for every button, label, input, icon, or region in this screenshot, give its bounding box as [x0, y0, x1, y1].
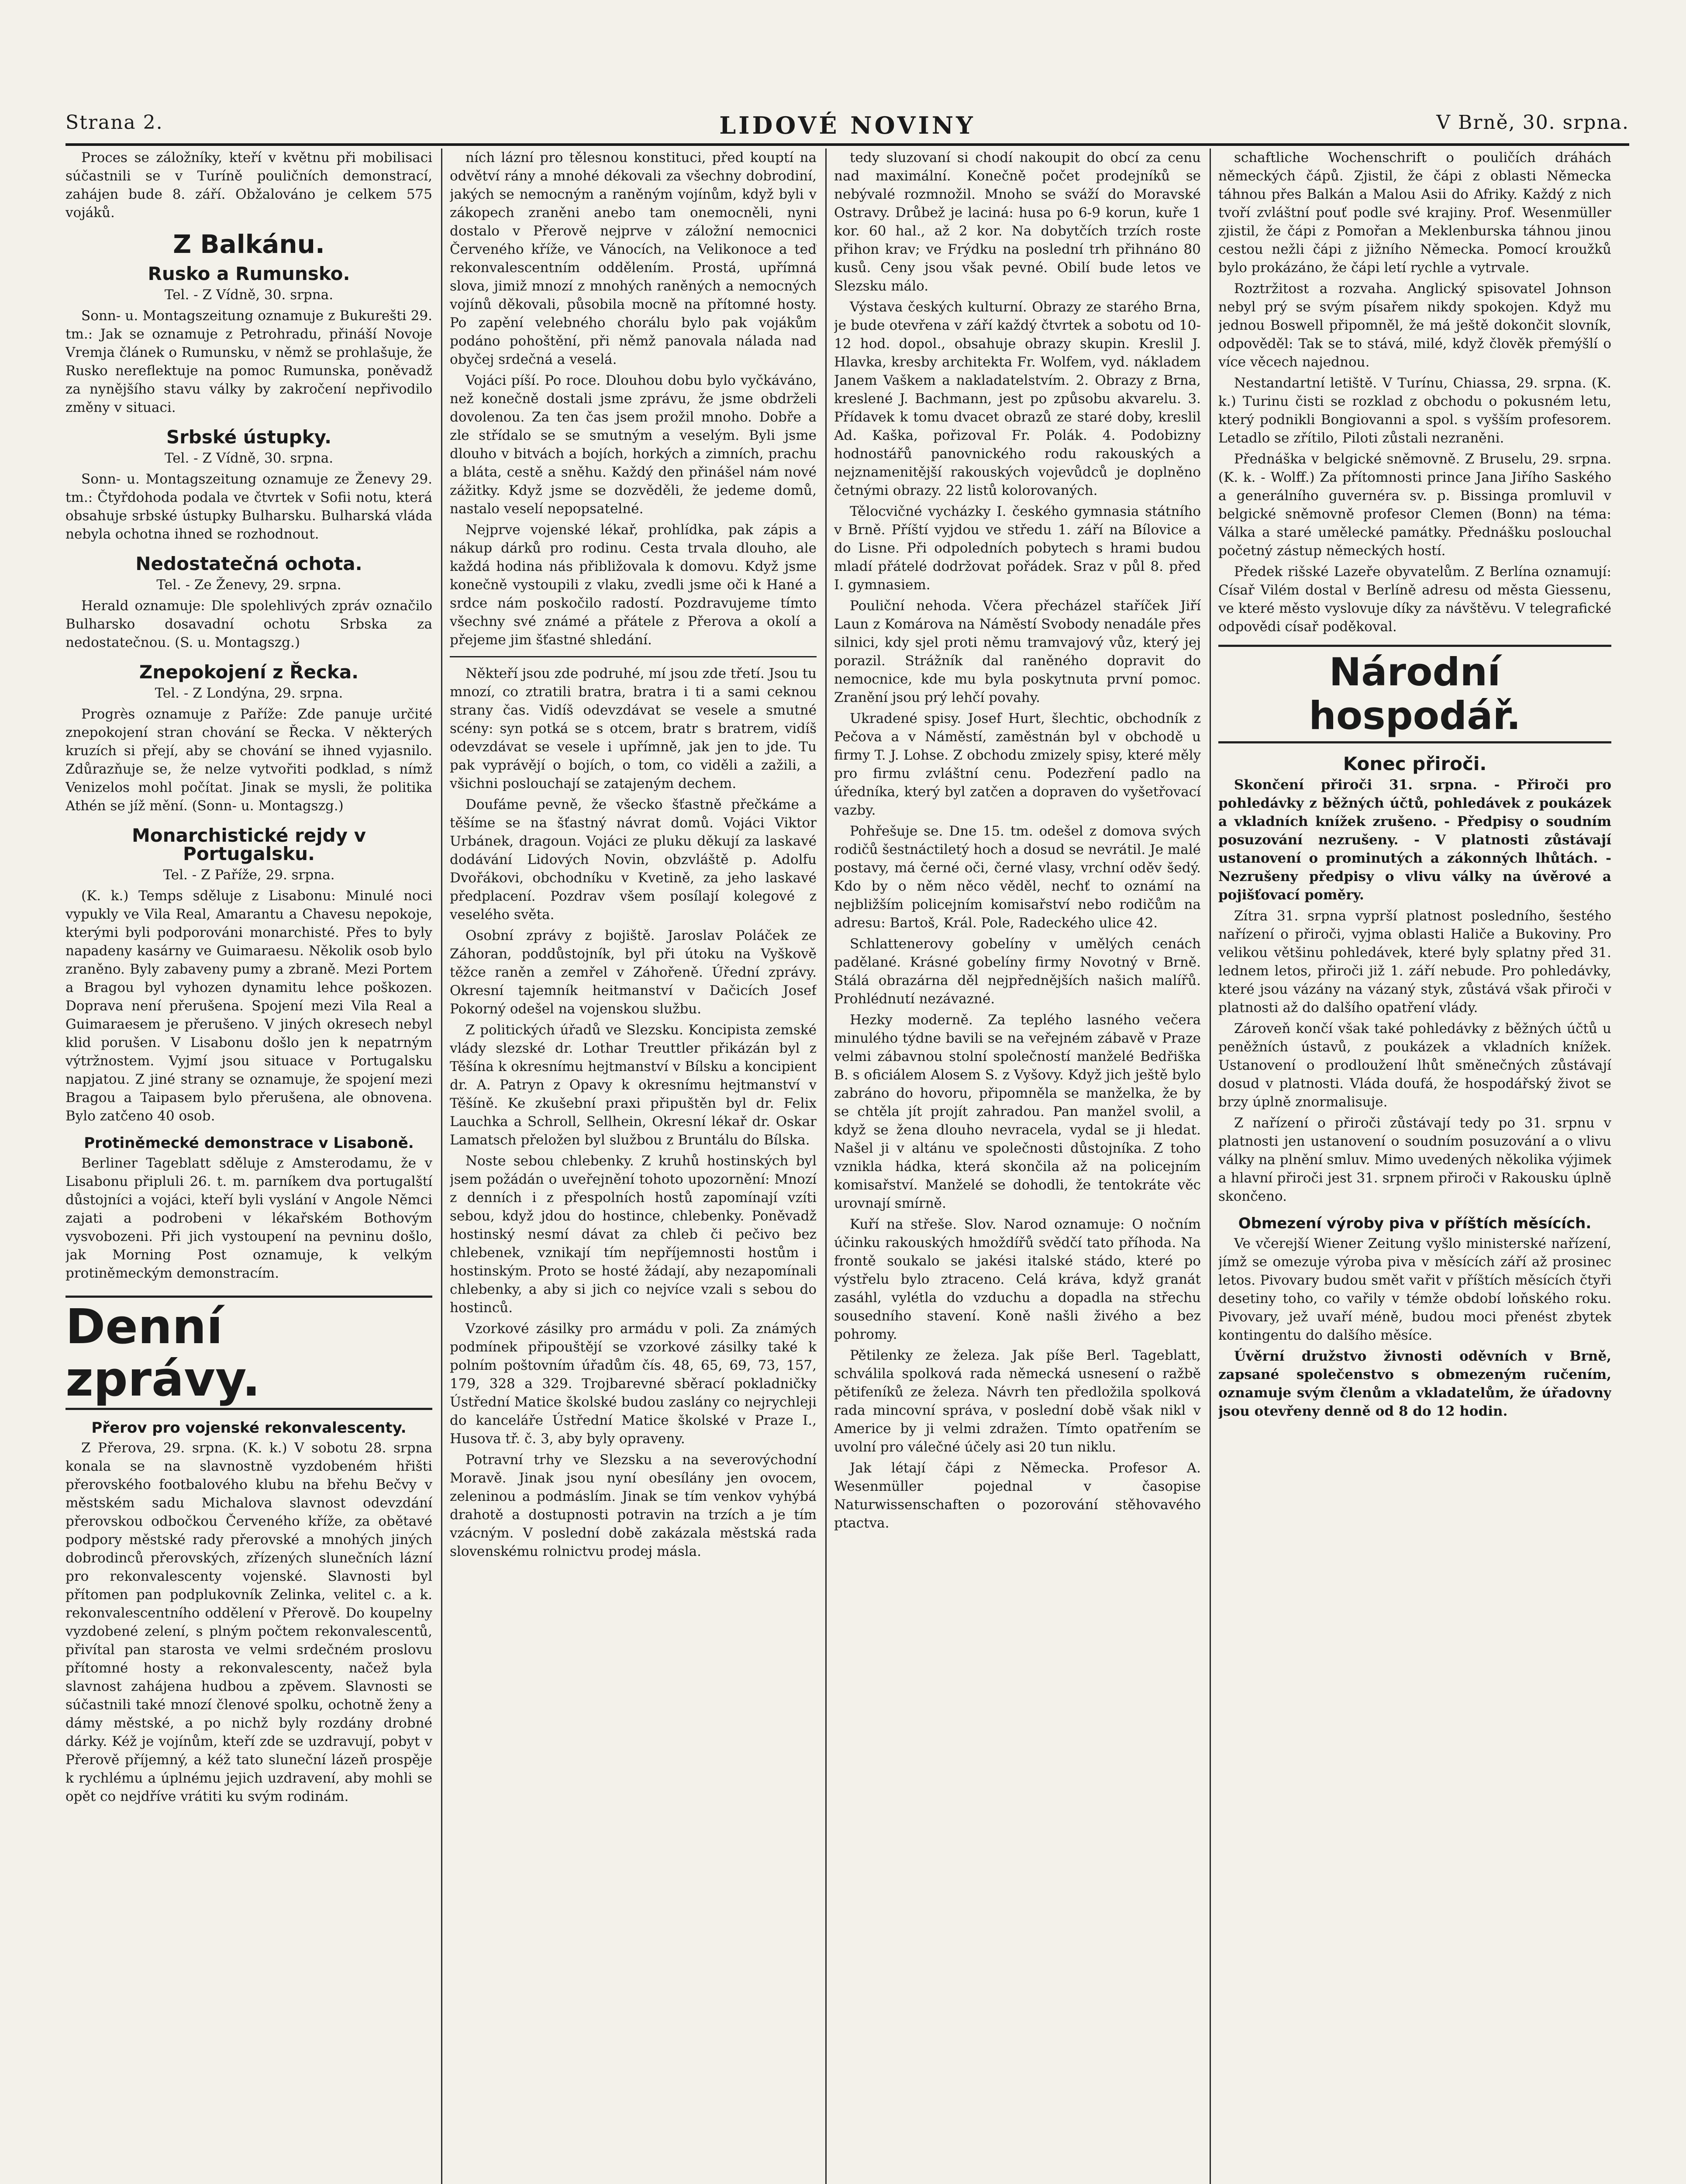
article-text: tedy sluzovaní si chodí nakoupit do obcí za cenu nad maximální. Konečně počet prodejníků se nebývalé rozmnožil. Mnoho se sváží do Moravské Ostravy. Drůbež je laciná: husa po 6-9 korun, kuře 1 kor. 60 hal., až 2 kor. Na dobytčích trzích roste přihon krav; ve Frýdku na poslední trh přihnáno 80 kusů. Ceny jsou však pevné. Obilí bude letos ve Slezsku málo.	[834, 150, 1201, 294]
article-heading: Rusko a Rumunsko.	[148, 263, 350, 284]
article-text: Noste sebou chlebenky. Z kruhů hostinských byl jsem požádán o uveřejnění tohoto upozornění: Mnozí z denních i z přespolních hostů zapomínají vzíti sebou, když jdou do hostince, chlebenky. Poněvadž hostinský nesmí dávat za chleb či pečivo bez chlebenek, vznikají tím nepříjemnosti hostům i hostinským. Proto se hosté žádají, aby nezapomínali chlebenky, a aby si jich co nejvíce vzali s sebou do hostinců.	[450, 1153, 817, 1316]
article-text: Schlattenerovy gobelíny v umělých cenách padělané. Krásné gobelíny firmy Novotný v Brně. Stálá obrazárna děl nejpřednějších našich malířů. Prohlédnutí nezávazné.	[834, 936, 1201, 1007]
column-4	[1218, 149, 1611, 2184]
column-divider	[825, 149, 827, 2184]
article-text: Pohřešuje se. Dne 15. tm. odešel z domova svých rodičů šestnáctiletý hoch a dosud se nevrátil. Je malé postavy, má černé oči, černé vlasy, vrchní oděv šedý. Kdo by o něm něco věděl, nechť to oznámí na nejbližším policejním komisařství nebo rodičům na adresu: Bartoš, Král. Pole, Radeckého ulice 42.	[834, 823, 1201, 931]
column-divider	[1210, 149, 1211, 2184]
article-heading: Nedostatečná ochota.	[135, 553, 362, 574]
article-text: Pouliční nehoda. Včera přecházel staříček Jiří Laun z Komárova na Náměstí Svobody nenadále přes silnici, kdy sjel proti němu tramvajový vůz, který jej porazil. Strážník dal raněného dopravit do nemocnice, kde mu byla poskytnuta první pomoc. Zranění jsou prý lehčí povahy.	[834, 598, 1201, 705]
article-text: Osobní zprávy z bojiště. Jaroslav Poláček ze Záhoran, poddůstojník, byl při útoku na Vyškově těžce raněn a zemřel v Záhořeně. Úřední zprávy. Okresní tajemník heitmanství v Dačicích Josef Pokorný odešel na vojenskou službu.	[450, 928, 817, 1017]
article-text: Jak létají čápi z Německa. Profesor A. Wesenmüller pojednal v časopise Naturwissenschaften o pozorování stěhovavého ptactva.	[834, 1460, 1201, 1531]
article-text: Výstava českých kulturní. Obrazy ze starého Brna, je bude otevřena v září každý čtvrtek a sobotu od 10-12 hod. dopol., obsahuje obrazy skupin. Kreslil J. Hlavka, kresby architekta Fr. Wolfem, vyd. nákladem Janem Vaškem a nakladatelstvím. 2. Obrazy z Brna, kreslené J. Bachmann, jest po způsobu akvarelu. 3. Přídavek k tomu dvacet obrazů ze staré doby, kreslil Ad. Kaška, pořizoval Fr. Polák. 4. Podobizny hodnostářů panovnického rodu rakouských a nejznamenitější rakouských vojevůdců je doplněno četnými obrazy. 22 listů kolorovaných.	[834, 299, 1201, 498]
article-text: Ve včerejší Wiener Zeitung vyšlo ministerské nařízení, jímž se omezuje výroba piva v měsících září až prosinec letos. Pivovary budou smět vařit v příštích měsících čtyři desetiny toho, co vařily v témže období loňského roku. Pivovary, jež uvaří méně, budou moci přenést zbytek kontingentu do dalšího měsíce.	[1218, 1236, 1611, 1343]
article-text: Nestandartní letiště. V Turínu, Chiassa, 29. srpna. (K. k.) Turinu čisti se rozklad z obchodu o pokusném letu, který podnikli Bongiovanni a spol. s vyšším profesorem. Letadlo se zřítilo, Piloti zůstali nezraněni.	[1218, 375, 1611, 446]
article-heading: Obmezení výroby piva v příštích měsících.	[1238, 1215, 1592, 1232]
column-2	[450, 149, 817, 2184]
article-text: Vzorkové zásilky pro armádu v poli. Za známých podmínek připouštějí se vzorkové zásilky také k polním poštovním úřadům čís. 48, 65, 69, 73, 157, 179, 328 a 329. Trojbarevné sběrací pokladničky Ústřední Matice školské budou zaslány co nejrychleji do kanceláře Ústřední Matice školské v Praze I., Husova tř. č. 3, aby byly opraveny.	[450, 1321, 817, 1447]
article-text: Sonn- u. Montagszeitung oznamuje ze Ženevy 29. tm.: Čtyřdohoda podala ve čtvrtek v Sofii notu, která obsahuje srbské ústupky Bulharsku. Bulharská vláda nebyla ochotna ihned se rozhodnout.	[66, 471, 432, 542]
dateline: V Brně, 30. srpna.	[1436, 111, 1629, 134]
article-heading: Srbské ústupky.	[166, 426, 332, 448]
article-text: Berliner Tageblatt sděluje z Amsterodamu, že v Lisabonu připluli 26. t. m. parníkem dva portugalští důstojníci a vojáci, kteří byli vyslání v Angole Němci zajati a podrobeni v lékařském Bothovým vysvobozeni. Při jich vystoupení na pevninu došlo, jak Morning Post oznamuje, k velkým protiněmeckým demonstracím.	[66, 1155, 432, 1281]
article-text: ních lázní pro tělesnou konstituci, před kouptí na odvětví rány a mnohé dékovali za všechny dobrodiní, jakých se nemocným a raněným vojínům, když byli v zákopech zraněni anebo tam onemocněli, nyni dostalo v Přerově nejprve v záložní nemocnici Červeného kříže, ve Vánocích, na Velikonoce a teď rekonvalescentním oddělením. Prostá, upřímná slova, jimiž mnozí z mnohých raněných a nemocných vojínů děkovali, působila mocně na přítomné hosty. Po zapění velebného chorálu bylo pak vojákům podáno pohoštění, při němž panovala nálada nad obyčej srdečná a veselá.	[450, 150, 817, 367]
article-text: Úvěrní družstvo živnosti oděvních v Brně, zapsané společenstvo s obmezeným ručením, oznamuje svým členům a vkladatelům, že úřadovny jsou otevřeny denně od 8 do 12 hodin.	[1218, 1348, 1611, 1419]
article-text: Vojáci píší. Po roce. Dlouhou dobu bylo vyčkáváno, než konečně dostali jsme zprávu, že jsme obdrželi dovolenou. Za ten čas jsem prožil mnoho. Dobře a zle střídalo se se smutným a veselým. Byli jsme dlouho v bitvách a bojích, horkých a zimních, prachu a bláta, cestě a sněhu. Každý den přinášel nám nové zážitky. Když jsme se dozvěděli, že jedeme domů, nastalo veselí nepopsatelné.	[450, 373, 817, 517]
article-byline: Tel. - Ze Ženevy, 29. srpna.	[156, 577, 341, 593]
article-text: Doufáme pevně, že všecko šťastně přečkáme a těšíme se na šťastný návrat domů. Vojáci Viktor Urbánek, dragoun. Vojáci ze pluku děkují za laskavé dodávání Lidových Novin, obzvláště p. Adolfu Dvořákovi, obchodníku v Kvetině, za jeho laskavé předplacení. Pozdrav všem posílají kolegové z veselého světa.	[450, 797, 817, 923]
article-text: Tělocvičné vycházky I. českého gymnasia státního v Brně. Příští vyjdou ve středu 1. září na Bílovice a do Lisne. Při odpoledních pobytech s hrami budou mladí přátelé dodržovat pořádek. Sraz v půl 8. před I. gymnasiem.	[834, 504, 1201, 593]
newspaper-title: LIDOVÉ NOVINY	[719, 111, 976, 139]
masthead	[66, 111, 1629, 142]
article-text: Progrès oznamuje z Paříže: Zde panuje určité znepokojení stran chování se Řecka. V některých kruzích si přejí, aby se chování se ihned vyjasnilo. Zdůrazňuje se, že nelze vytvořiti podklad, s nímž Venizelos mohl počítat. Jinak se mysli, že politika Athén se jíž mění. (Sonn- u. Montagszg.)	[66, 706, 432, 814]
divider	[450, 656, 817, 657]
article-text: Z nařízení o přiroči zůstávají tedy po 31. srpnu v platnosti jen ustanovení o soudním posuzování a o vlivu války na plnění smluv. Mimo uvedených několika výjimek a hlavní přiroči jest 31. srpnem přiroči v Rakousku úplně skončeno.	[1218, 1115, 1611, 1204]
article-text: Sonn- u. Montagszeitung oznamuje z Bukurešti 29. tm.: Jak se oznamuje z Petrohradu, přináší Novoje Vremja článek o Rumunsku, v němž se prohlašuje, že Rusko nereflektuje na pomoc Rumunska, poněvadž za nynějšího stavu války by zakročení nepřivodilo změny v situaci.	[66, 308, 432, 415]
article-text: Nejprve vojenské lékař, prohlídka, pak zápis a nákup dárků pro rodinu. Cesta trvala dlouho, ale každá hodina nás přibližovala k domovu. Když jsme konečně vystoupili z vlaku, zvedli jsme oči k Hané a srdce nám poskočilo radostí. Pozdravujeme tímto všechny své známé a přátele z Přerova a okolí a přejeme jim šťastné shledání.	[450, 522, 817, 648]
article-text: Zítra 31. srpna vyprší platnost posledního, šestého nařízení o přiroči, vyjma oblasti Haliče a Bukoviny. Pro velikou většinu pohledávek, které byly splatny před 31. lednem letos, přiroči již 1. září nebude. Pro pohledávky, které jsou vázány na vázaný styk, zůstává však přiroči v platnosti až do dalšího opatření vlády.	[1218, 908, 1611, 1016]
article-text: Někteří jsou zde podruhé, mí jsou zde třetí. Jsou tu mnozí, co ztratili bratra, bratra i ti a sami ceknou strany čas. Vidíš odevzdávat se vesele a smutné scény: syn potká se s otcem, bratr s bratrem, vidíš odevzdávat se vesele i upřímně, jak jen to jde. Tu pak vyprávějí o bojích, o tom, co viděli a zažili, a všichni poslouchají se zatajeným dechem.	[450, 666, 817, 791]
article-byline: Tel. - Z Londýna, 29. srpna.	[155, 685, 343, 701]
article-text: Pětilenky ze železa. Jak píše Berl. Tageblatt, schválila spolková rada německá usnesení o ražbě pětifeníků ze železa. Návrh ten předložila spolková rada mincovní správa, v poslední době však nikl v Americe by ji velmi zdražen. Tímto opatřením se uvolní pro válečné účely asi 20 tun niklu.	[834, 1348, 1201, 1455]
article-byline: Tel. - Z Paříže, 29. srpna.	[163, 867, 335, 883]
article-text: Proces se záložníky, kteří v květnu při mobilisaci súčastnili se v Turíně pouličních demonstrací, zahájen bude 8. září. Obžalováno je celkem 575 vojáků.	[66, 150, 432, 221]
narodni-hospodar-box	[1218, 645, 1611, 743]
article-byline: Tel. - Z Vídně, 30. srpna.	[164, 287, 334, 303]
article-byline: Tel. - Z Vídně, 30. srpna.	[164, 450, 334, 466]
section-heading: Z Balkánu.	[173, 229, 325, 259]
article-text: Ukradené spisy. Josef Hurt, šlechtic, obchodník z Pečova a v Náměstí, zaměstnán byl v obchodě u firmy T. J. Lohse. Z obchodu zmizely spisy, které měly pro firmu zvláštní cenu. Podezření padlo na úředníka, který byl zatčen a dopraven do vyšetřovací vazby.	[834, 711, 1201, 818]
article-text: Zároveň končí však také pohledávky z běžných účtů u peněžních ústavů, z poukázek a vkladních knížek. Ustanovení o prodloužení lhůt směnečných zůstávají dosud v platnosti. Vláda doufá, že hospodářský život se brzy úplně znormalisuje.	[1218, 1021, 1611, 1110]
article-text: Hezky moderně. Za teplého lasného večera minulého týdne bavili se na veřejném zábavě v Praze velmi zábavnou stolní společností manželé Bedřiška B. s oficiálem Alosem S. z Vyšovy. Když jich ještě bylo zabráno do hovoru, připomněla se manželka, že by se chtěla jít projít zahradou. Pan manžel svolil, a když se žena dlouho nevracela, vydal se ji hledat. Našel ji v altánu ve společnosti důstojníka. Z toho vznikla hádka, která skončila až na policejním komisařství. Manželé se dohodli, že tentokráte věc urovnají smírně.	[834, 1012, 1201, 1211]
article-heading: Monarchistické rejdy v Portugalsku.	[131, 825, 366, 864]
article-heading: Znepokojení z Řecka.	[139, 661, 359, 683]
article-text: Přednáška v belgické sněmovně. Z Bruselu, 29. srpna. (K. k. - Wolff.) Za přítomnosti prince Jana Jiřího Saského a generálního guvernéra sv. p. Bissinga promluvil v belgické sněmovně profesor Clemen (Bonn) na téma: Válka a staré umělecké památky. Přednášku poslouchal početný zástup německých hostí.	[1218, 451, 1611, 559]
column-divider	[441, 149, 442, 2184]
article-text: Z politických úřadů ve Slezsku. Koncipista zemské vlády slezské dr. Lothar Treuttler přikázán byl z Těšína k okresnímu hejtmanství v Bílsku a koncipient dr. A. Patryn z Opavy k okresnímu hejtmanství v Těšíně. Ke zkušební praxi připuštěn byl dr. Felix Lauchka a Schroll, Sellhein, Okresní lékař dr. Oskar Lamatsch přeložen byl službou z Bruntálu do Bílska.	[450, 1022, 817, 1148]
page-number: Strana 2.	[66, 111, 163, 134]
article-text: Z Přerova, 29. srpna. (K. k.) V sobotu 28. srpna konala se na slavnostně vyzdobeném hřišti přerovského footbalového klubu na břehu Bečvy v městském sadu Michalova slavnost odevzdání přerovskou odbočkou Červeného kříže, za obětavé podpory městské rady přerovské a mnohých jiných dobrodinců přerovských, zřízených slunečních lázní pro rekonvalescenty vojenské. Slavnosti byl přítomen pan podplukovník Zelinka, velitel c. a k. rekonvalescentního oddělení v Přerově. Do koupelny vyzdobené zelení, s plným počtem rekonvalescentů, přivítal pan starosta ve velmi srdečném proslovu přítomné hosty a rekonvalescenty, načež byla slavnost zahájena hudbou a zpěvem. Slavnosti se súčastnili také mnozí členové spolku, ochotně ženy a dámy městské, a po nichž byly rozdány drobné dárky. Kéž je vojínům, kteří zde se uzdravují, pobyt v Přerově příjemný, a kéž tato sluneční lázeň prospěje k rychlému a úplnému jejich uzdravení, aby mohli se opět co nejdříve vrátiti ku svým rodinám.	[66, 1440, 432, 1804]
section-heading-narodni-hospodar: Národní hospodář.	[1309, 650, 1521, 738]
article-heading: Konec přiroči.	[1343, 753, 1487, 774]
article-text: schaftliche Wochenschrift o pouličích dráhách německých čápů. Zjistil, že čápi z oblasti Německa táhnou přes Balkán a Malou Asii do Afriky. Každý z nich tvoří zvláštní pouť podle své krajiny. Prof. Wesenmüller zjistil, že čápi z Pomořan a Meklenburska táhnou jinou cestou nežli čápi z jižního Německa. Pomocí kroužků bylo prokázáno, že čápi letí rychle a vytrvale.	[1218, 150, 1611, 276]
column-1	[66, 149, 432, 2184]
article-text: Roztržitost a rozvaha. Anglický spisovatel Johnson nebyl prý se svým písařem nikdy spokojen. Když mu jednou Boswell připomněl, že má ještě dokončit slovník, odpověděl: Tak se to stává, milé, když člověk přemýšlí o více věcech najednou.	[1218, 281, 1611, 370]
article-heading: Přerov pro vojenské rekonvalescenty.	[91, 1419, 407, 1437]
article-lead: Skončení přiroči 31. srpna. - Přiroči pro pohledávky z běžných účtů, pohledávek z poukázek a vkladních knížek zrušeno. - Předpisy o soudním posuzování nezrušeny. - V platnosti zůstávají ustanovení o prominutých a zákonných lhůtách. - Nezrušeny předpisy o vlivu války na úvěrové a pojišťovací poměry.	[1218, 777, 1611, 903]
section-heading-denni-zpravy: Denní zprávy.	[66, 1296, 432, 1410]
article-text: Herald oznamuje: Dle spolehlivých zpráv označilo Bulharsko dosavadní ochotu Srbska za nedostatečnou. (S. u. Montagszg.)	[66, 598, 432, 650]
article-text: Předek rišské Lazeře obyvatelům. Z Berlína oznamují: Císař Vilém dostal v Berlíně adresu od města Giessenu, ve které město vyslovuje díky za návštěvu. V telegrafické odpovědi císař poděkoval.	[1218, 564, 1611, 635]
article-heading: Protiněmecké demonstrace v Lisaboně.	[84, 1134, 414, 1152]
article-text: (K. k.) Temps sděluje z Lisabonu: Minulé noci vypukly ve Vila Real, Amarantu a Chavesu nepokoje, kterými byli podporováni monarchisté. Přes to byly napadeny kasárny ve Guimaraesu. Několik osob bylo zraněno. Byly zabaveny pumy a zbraně. Mezi Portem a Bragou byl vyhozen dynamitu lehce poškozen. Doprava není přerušena. Spojení mezi Vila Real a Guimaraesem je přerušeno. V jiných okresech nebyl klid porušen. V Lisabonu došlo jen k nepatrným výtržnostem. Vyjmí jsou situace v Portugalsku napjatou. Z jiné strany se oznamuje, že spojení mezi Bragou a Taipasem bylo přerušena, ale obnovena. Bylo zatčeno 40 osob.	[66, 888, 432, 1124]
column-3	[834, 149, 1201, 2184]
article-text: Potravní trhy ve Slezsku a na severovýchodní Moravě. Jinak jsou nyní obesílány jen ovocem, zeleninou a podmáslím. Jinak se tím venkov vyhýbá drahotě a dostupnosti potravin na trzích a je tím vzácným. V poslední době zakázala městská rada slovenskému rolnictvu prodej másla.	[450, 1452, 817, 1559]
header-rule	[66, 143, 1629, 146]
article-text: Kuří na střeše. Slov. Narod oznamuje: O nočním účinku rakouských hmoždířů svědčí tato příhoda. Na frontě soukalo se jakési italské stádo, které po výstřelu bylo ztraceno. Celá kráva, když granát zasáhl, vylétla do vzduchu a dopadla na střechu sousedního stavení. Koně našli živého a bez pohromy.	[834, 1216, 1201, 1342]
